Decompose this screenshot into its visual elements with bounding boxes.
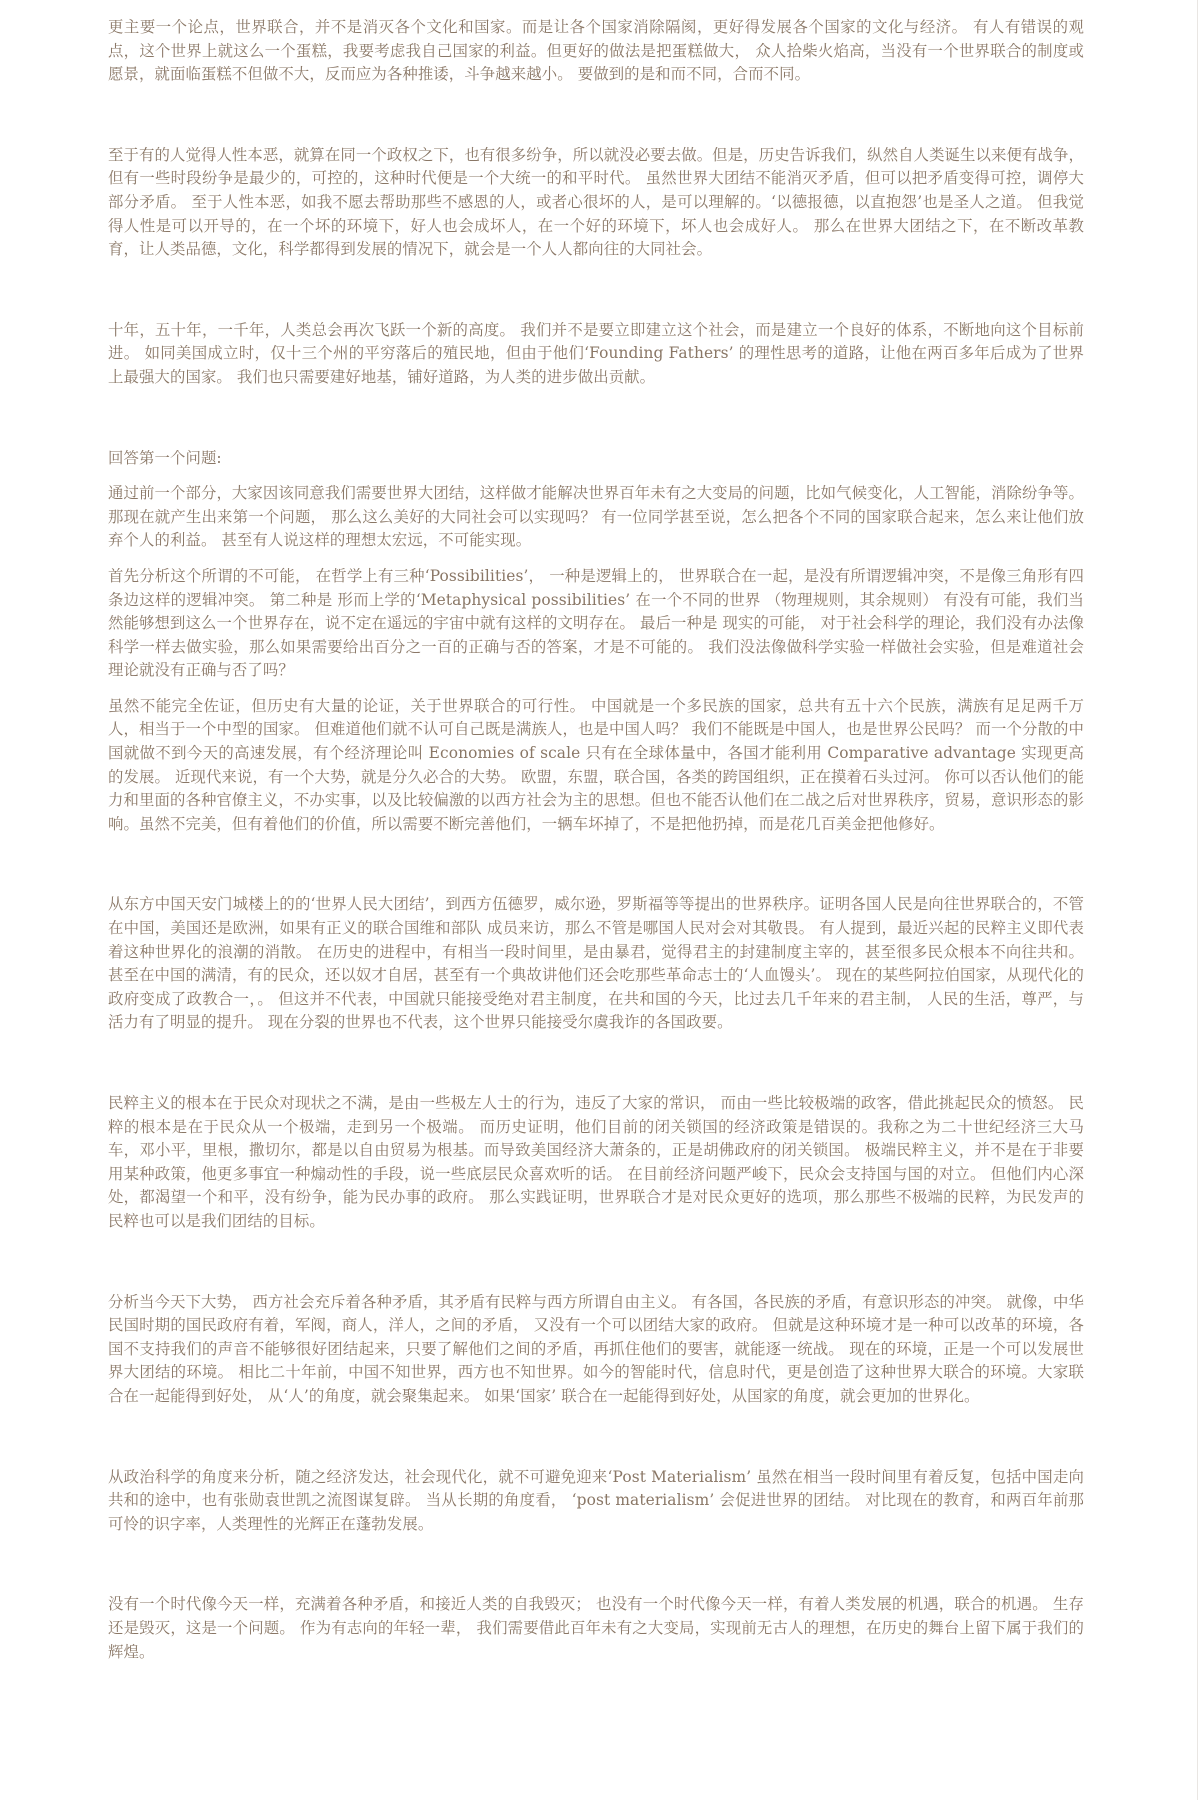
paragraph-spacer — [108, 1035, 1084, 1092]
paragraph-spacer — [108, 553, 1084, 565]
paragraph-post-materialism: 从政治科学的角度来分析，随之经济发达，社会现代化，就不可避免迎来‘Post Materialism’ 虽然在相当一段时间里有着反复，包括中国走向共和的途中，也有张勋袁世凯之流图谋复辟。 当从长期的角度看， ‘post materialism’ 会促进世界的团结。 对比现在的教育，和两百年前那可怜的识字率，人类理性的光辉正在蓬勃发展。 — [108, 1467, 1084, 1533]
paragraph-spacer — [108, 87, 1084, 144]
paragraph-question-intro: 通过前一个部分，大家因该同意我们需要世界大团结，这样做才能解决世界百年未有之大变局的问题，比如气候变化，人工智能，消除纷争等。 那现在就产生出来第一个问题， 那么这么美好的大同社会可以实现吗？ 有一位同学甚至说，怎么把各个不同的国家联合起来，怎么来让他们放弃个人的利益。 甚至有人说这样的理想太宏远，不可能实现。 — [108, 484, 1084, 550]
paragraph-spacer — [108, 836, 1084, 893]
article-body — [108, 16, 1084, 1664]
paragraph-current-situation: 分析当今天下大势， 西方社会充斥着各种矛盾，其矛盾有民粹与西方所谓自由主义。 有各国，各民族的矛盾，有意识形态的冲突。 就像，中华民国时期的国民政府有着，军阀，商人，洋人，之间的矛盾， 又没有一个可以团结大家的政府。 但就是这种环境才是一种可以改革的环境，各国不支持我们的声音不能够很好团结起来，只要了解他们之间的矛盾，再抓住他们的要害，就能逐一统战。 现在的环境，正是一个可以发展世界大团结的环境。 相比二十年前，中国不知世界，西方也不知世界。如今的智能时代，信息时代，更是创造了这种世界大联合的环境。大家联合在一起能得到好处， 从‘人’的角度，就会聚集起来。 如果‘国家’ 联合在一起能得到好处，从国家的角度，就会更加的世界化。 — [108, 1292, 1084, 1405]
paragraph-historical-evidence: 虽然不能完全佐证，但历史有大量的论证，关于世界联合的可行性。 中国就是一个多民族的国家，总共有五十六个民族，满族有足足两千万人，相当于一个中型的国家。 但难道他们就不认可自己既是满族人，也是中国人吗？ 我们不能既是中国人，也是世界公民吗？ 而一个分散的中国就做不到今天的高速发展，有个经济理论叫 Economies of scale 只有在全球体量中，各国才能利用 Comparative advantage 实现更高的发展。 近现代来说，有一个大势，就是分久必合的大势。 欧盟，东盟，联合国，各类的跨国组织，正在摸着石头过河。 你可以否认他们的能力和里面的各种官僚主义，不办实事，以及比较偏激的以西方社会为主的思想。但也不能否认他们在二战之后对世界秩序，贸易，意识形态的影响。虽然不完美，但有着他们的价值，所以需要不断完善他们，一辆车坏掉了，不是把他扔掉，而是花几百美金把他修好。 — [108, 696, 1084, 833]
paragraph-world-union-argument: 更主要一个论点，世界联合，并不是消灭各个文化和国家。而是让各个国家消除隔阂，更好得发展各个国家的文化与经济。 有人有错误的观点，这个世界上就这么一个蛋糕，我要考虑我自己国家的利益。但更好的做法是把蛋糕做大， 众人拾柴火焰高，当没有一个世界联合的制度或愿景，就面临蛋糕不但做不大，反而应为各种推诿，斗争越来越小。 要做到的是和而不同，合而不同。 — [108, 18, 1084, 84]
paragraph-conclusion: 没有一个时代像今天一样，充满着各种矛盾，和接近人类的自我毁灭； 也没有一个时代像今天一样，有着人类发展的机遇，联合的机遇。 生存还是毁灭，这是一个问题。 作为有志向的年轻一辈， 我们需要借此百年未有之大变局，实现前无古人的理想，在历史的舞台上留下属于我们的辉煌。 — [108, 1595, 1084, 1661]
paragraph-spacer — [108, 262, 1084, 319]
paragraph-populism: 民粹主义的根本在于民众对现状之不满，是由一些极左人士的行为，违反了大家的常识， 而由一些比较极端的政客，借此挑起民众的愤怒。 民粹的根本是在于民众从一个极端，走到另一个极端。 而历史证明，他们目前的闭关锁国的经济政策是错误的。我称之为二十世纪经济三大马车，邓小平，里根，撒切尔，都是以自由贸易为根基。而导致美国经济大萧条的，正是胡佛政府的闭关锁国。 极端民粹主义，并不是在于非要用某种政策，他更多事宜一种煽动性的手段，说一些底层民众喜欢听的话。 在目前经济问题严峻下，民众会支持国与国的对立。 但他们内心深处，都渴望一个和平，没有纷争，能为民办事的政府。 那么实践证明，世界联合才是对民众更好的选项，那么那些不极端的民粹，为民发声的民粹也可以是我们团结的目标。 — [108, 1094, 1084, 1230]
paragraph-world-order: 从东方中国天安门城楼上的的‘世界人民大团结’，到西方伍德罗，威尔逊，罗斯福等等提出的世界秩序。证明各国人民是向往世界联合的，不管在中国，美国还是欧洲，如果有正义的联合国维和部队 成员来访，那么不管是哪国人民对会对其敬畏。 有人提到，最近兴起的民粹主义即代表着这种世界化的浪潮的消散。 在历史的进程中，有相当一段时间里，是由暴君，觉得君主的封建制度主宰的，甚至很多民众根本不向往共和。 甚至在中国的满清，有的民众，还以奴才自居，甚至有一个典故讲他们还会吃那些革命志士的‘人血馒头’。 现在的某些阿拉伯国家，从现代化的政府变成了政教合一，。 但这并不代表，中国就只能接受绝对君主制度，在共和国的今天，比过去几千年来的君主制， 人民的生活，尊严，与活力有了明显的提升。 现在分裂的世界也不代表，这个世界只能接受尔虞我诈的各国政要。 — [108, 895, 1084, 1032]
paragraph-spacer — [108, 1409, 1084, 1466]
paragraph-spacer — [108, 1536, 1084, 1593]
paragraph-human-nature: 至于有的人觉得人性本恶，就算在同一个政权之下，也有很多纷争，所以就没必要去做。但是，历史告诉我们，纵然自人类诞生以来便有战争，但有一些时段纷争是最少的，可控的，这种时代便是一个大统一的和平时代。 虽然世界大团结不能消灭矛盾，但可以把矛盾变得可控，调停大部分矛盾。 至于人性本恶，如我不愿去帮助那些不感恩的人，或者心很坏的人，是可以理解的。‘以德报德，以直抱怨’也是圣人之道。 但我觉得人性是可以开导的，在一个坏的环境下，好人也会成坏人，在一个好的环境下，坏人也会成好人。 那么在世界大团结之下，在不断改革教育，让人类品德，文化，科学都得到发展的情况下，就会是一个人人都向往的大同社会。 — [108, 145, 1084, 259]
paragraph-long-term-vision: 十年，五十年，一千年，人类总会再次飞跃一个新的高度。 我们并不是要立即建立这个社会，而是建立一个良好的体系，不断地向这个目标前进。 如同美国成立时，仅十三个州的平穷落后的殖民地，但由于他们‘Founding Fathers’ 的理性思考的道路，让他在两百多年后成为了世界上最强大的国家。 我们也只需要建好地基，铺好道路，为人类的进步做出贡献。 — [108, 320, 1084, 386]
paragraph-spacer — [108, 1234, 1084, 1291]
paragraph-spacer — [108, 390, 1084, 447]
paragraph-spacer — [108, 470, 1084, 482]
section-heading-first-question: 回答第一个问题: — [108, 448, 222, 467]
paragraph-spacer — [108, 683, 1084, 695]
paragraph-possibilities: 首先分析这个所谓的不可能， 在哲学上有三种‘Possibilities’， 一种是逻辑上的， 世界联合在一起，是没有所谓逻辑冲突，不是像三角形有四条边这样的逻辑冲突。 第二种是 形而上学的‘Metaphysical possibilities’ 在一个不同的世界 （物理规则，其余规则） 有没有可能，我们当然能够想到这么一个世界存在，说不定在遥远的宇宙中就有这样的文明存在。 最后一种是 现实的可能， 对于社会科学的理论，我们没有办法像科学一样去做实验，那么如果需要给出百分之一百的正确与否的答案，才是不可能的。 我们没法像做科学实验一样做社会实验，但是难道社会理论就没有正确与否了吗？ — [108, 566, 1084, 680]
